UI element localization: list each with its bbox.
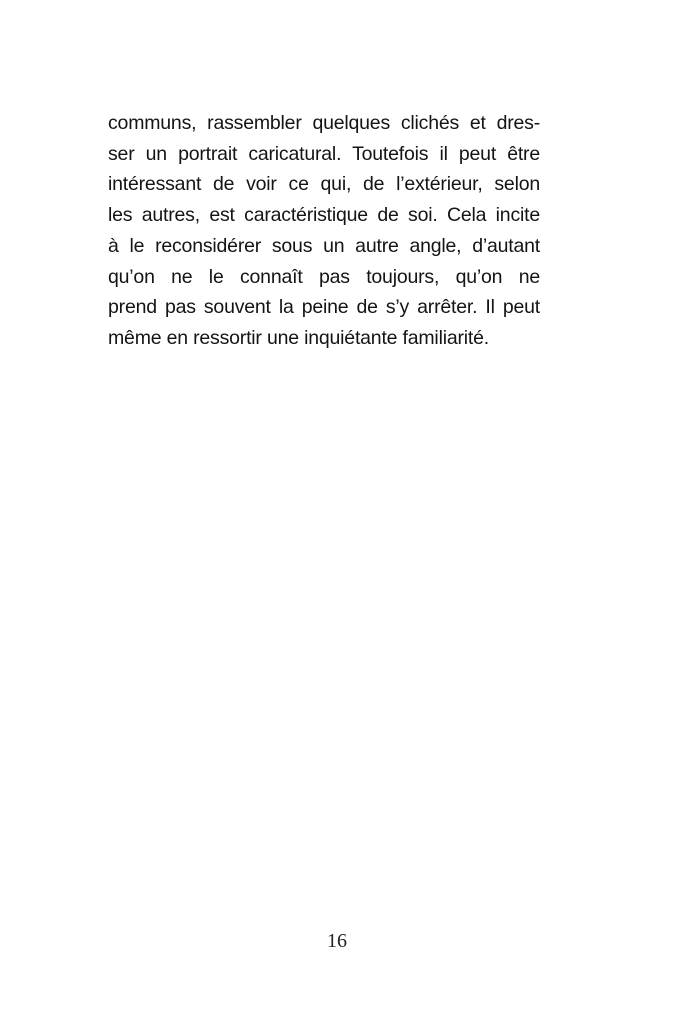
paragraph-line: intéressant de voir ce qui, de l’extérieur, selon: [108, 173, 540, 196]
paragraph-line: les autres, est caractéristique de soi. Cela incite: [108, 204, 540, 227]
paragraph-line: communs, rassembler quelques clichés et dres-: [108, 112, 540, 134]
paragraph-line: qu’on ne le connaît pas toujours, qu’on ne: [108, 265, 540, 288]
paragraph-line: prend pas souvent la peine de s’y arrêter. Il peut: [108, 296, 540, 319]
paragraph-line: ser un portrait caricatural. Toutefois il peut être: [108, 142, 540, 165]
paragraph-line: à le reconsidérer sous un autre angle, d’autant: [108, 234, 540, 257]
page-number: 16: [327, 930, 347, 952]
paragraph-line: même en ressortir une inquiétante familiarité.: [108, 326, 489, 349]
body-paragraph: [108, 108, 540, 354]
